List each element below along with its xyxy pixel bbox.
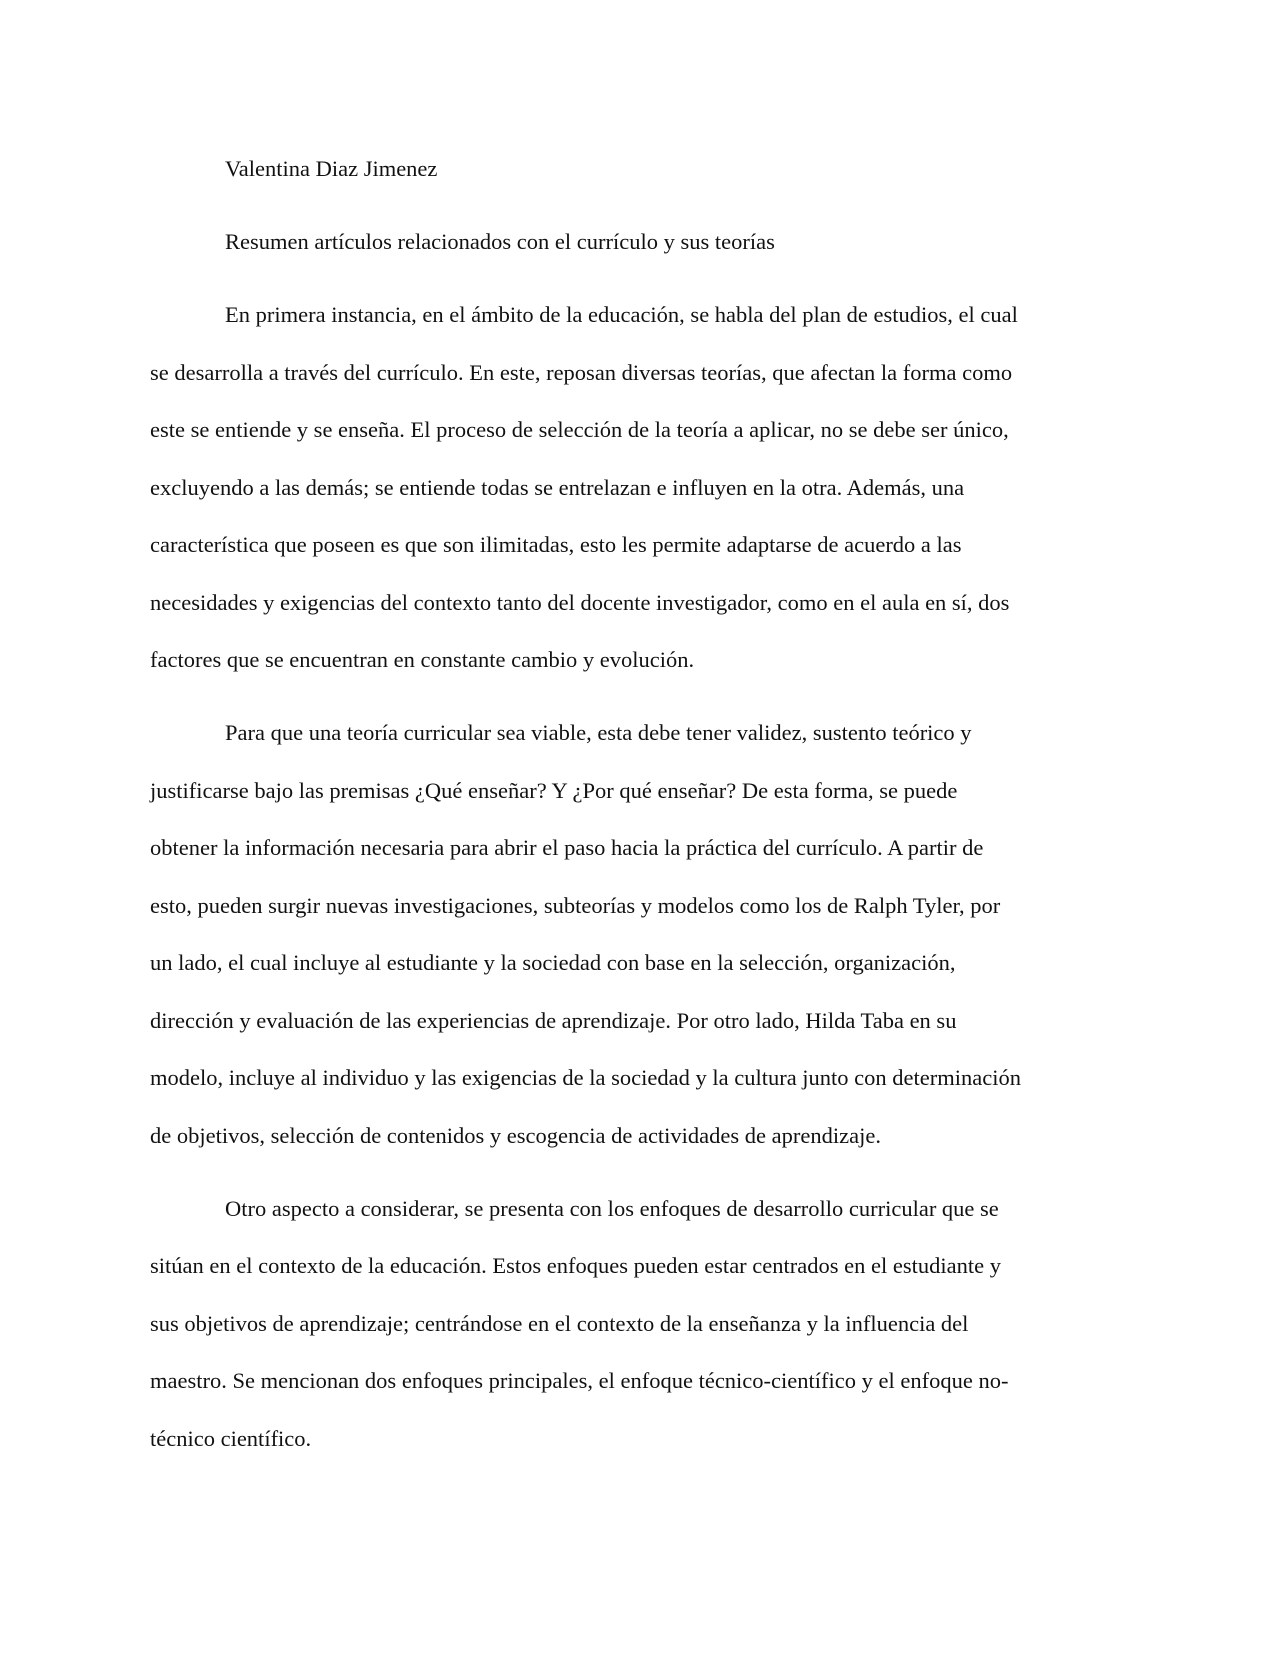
paragraph-line: Para que una teoría curricular sea viable, esta debe tener validez, sustento teórico y — [225, 720, 972, 745]
paragraph-line: maestro. Se mencionan dos enfoques principales, el enfoque técnico-científico y el enfoque no- — [150, 1368, 1009, 1393]
paragraph-line: de objetivos, selección de contenidos y escogencia de actividades de aprendizaje. — [150, 1122, 881, 1148]
paragraph-line: sitúan en el contexto de la educación. Estos enfoques pueden estar centrados en el estudiante y — [150, 1253, 1001, 1278]
paragraph-line: factores que se encuentran en constante cambio y evolución. — [150, 647, 695, 672]
paragraph-line: esto, pueden surgir nuevas investigaciones, subteorías y modelos como los de Ralph Tyler, por — [150, 892, 1001, 918]
paragraph-line: necesidades y exigencias del contexto tanto del docente investigador, como en el aula en sí, dos — [150, 589, 1010, 615]
paragraph-3 — [150, 1180, 1122, 1468]
author-name: Valentina Diaz Jimenez — [225, 156, 438, 181]
paragraph-line: modelo, incluye al individuo y las exigencias de la sociedad y la cultura junto con determinación — [150, 1065, 1021, 1090]
paragraph-2 — [150, 704, 1122, 1164]
paragraph-1 — [150, 286, 1122, 689]
paragraph-line: En primera instancia, en el ámbito de la educación, se habla del plan de estudios, el cual — [225, 302, 1018, 327]
paragraph-line: Otro aspecto a considerar, se presenta con los enfoques de desarrollo curricular que se — [225, 1195, 999, 1221]
paragraph-line: característica que poseen es que son ilimitadas, esto les permite adaptarse de acuerdo a las — [150, 532, 962, 557]
paragraph-line: obtener la información necesaria para abrir el paso hacia la práctica del currículo. A partir de — [150, 835, 984, 860]
paragraph-line: técnico científico. — [150, 1425, 312, 1451]
paragraph-line: dirección y evaluación de las experiencias de aprendizaje. Por otro lado, Hilda Taba en su — [150, 1007, 957, 1033]
document-title: Resumen artículos relacionados con el currículo y sus teorías — [225, 229, 775, 254]
paragraph-line: excluyendo a las demás; se entiende todas se entrelazan e influyen en la otra. Además, una — [150, 474, 965, 500]
paragraph-line: sus objetivos de aprendizaje; centrándose en el contexto de la enseñanza y la influencia del — [150, 1310, 969, 1336]
paragraph-line: un lado, el cual incluye al estudiante y la sociedad con base en la selección, organización, — [150, 950, 956, 975]
paragraph-line: justificarse bajo las premisas ¿Qué enseñar? Y ¿Por qué enseñar? De esta forma, se puede — [150, 777, 958, 803]
paragraph-line: este se entiende y se enseña. El proceso de selección de la teoría a aplicar, no se debe ser único, — [150, 417, 1009, 442]
paragraph-line: se desarrolla a través del currículo. En este, reposan diversas teorías, que afectan la forma como — [150, 359, 1013, 385]
document-body — [150, 140, 1122, 1467]
